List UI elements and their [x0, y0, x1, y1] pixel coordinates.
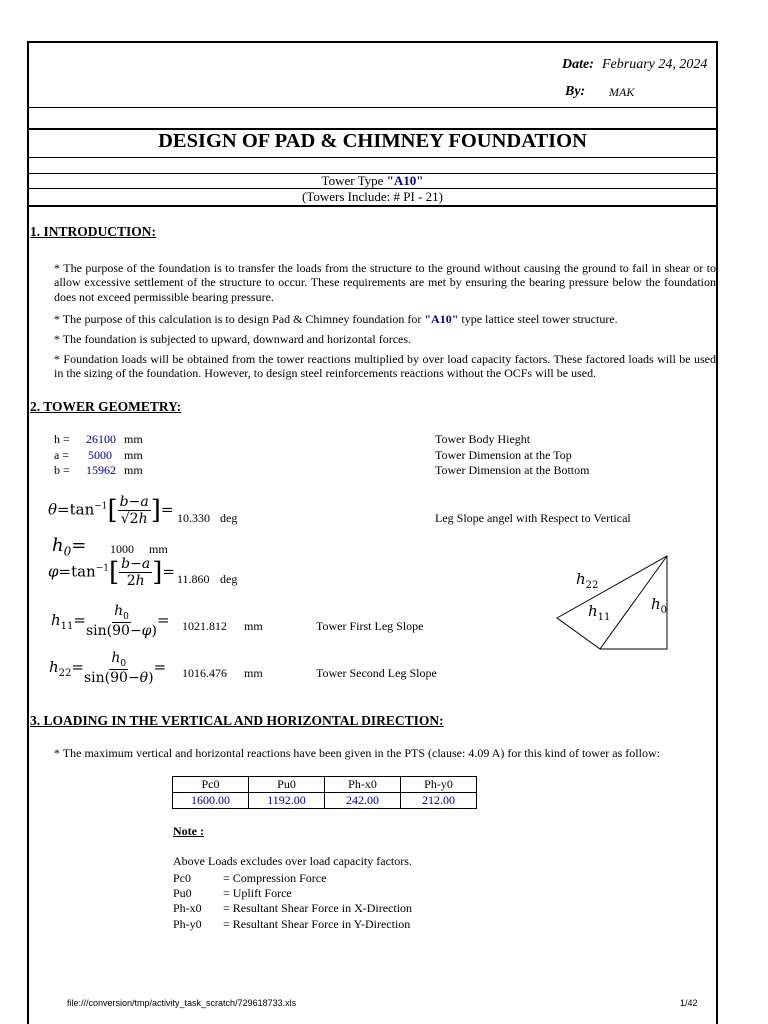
theta-value: 10.330	[177, 511, 210, 525]
tower-type	[29, 173, 716, 189]
intro-paragraph-2-pre: * The purpose of this calculation is to design Pad & Chimney foundation for	[54, 312, 422, 326]
theta-formula: $\theta=\tan^{-1}$[ $\frac{b-a}{√2h}$ ]=	[48, 494, 174, 527]
intro-paragraph-1: * The purpose of the foundation is to transfer the loads from the structure to the ground without causing the ground to fail in shear or to allow excessive settlement of the structure to occur. These requirements are met by ensuring the bearing pressure below the foundation does not exceed permissible bearing pressure.	[54, 261, 716, 304]
loading-intro: * The maximum vertical and horizontal reactions have been given in the PTS (clause: 4.09 A) for this kind of tower as follow:	[54, 746, 660, 760]
param-value: 26100	[86, 432, 116, 446]
table-header-row	[173, 777, 477, 793]
h11-formula: $h_{11}=$ $\frac{h_0}{\sin(90-\varphi)}$ =	[51, 603, 170, 639]
table-header-cell: Pc0	[173, 777, 249, 793]
table-cell: 1192.00	[249, 793, 325, 809]
table-cell: 242.00	[325, 793, 401, 809]
param-value: 15962	[86, 463, 116, 477]
table-cell: 1600.00	[173, 793, 249, 809]
intro-paragraph-3: * The foundation is subjected to upward, downward and horizontal forces.	[54, 332, 412, 346]
section-heading-introduction: 1. INTRODUCTION:	[30, 224, 157, 239]
date-value: February 24, 2024	[602, 57, 708, 72]
definition-text: = Compression Force	[223, 871, 327, 885]
divider	[27, 107, 718, 108]
definition-text: = Resultant Shear Force in Y-Direction	[223, 917, 411, 931]
h22-formula: $h_{22}=$ $\frac{h_0}{\sin(90-\theta)}$ =	[49, 650, 167, 686]
h0-value: 1000	[110, 542, 134, 556]
tower-type-label: Tower Type	[321, 173, 384, 188]
by-label: By:	[565, 84, 586, 99]
diagram-label-h11: $h_{11}$	[588, 602, 611, 623]
section-heading-geometry: 2. TOWER GEOMETRY:	[30, 399, 182, 414]
footer-file-path: file:///conversion/tmp/activity_task_scratch/729618733.xls	[67, 998, 297, 1008]
h22-value: 1016.476	[182, 666, 227, 680]
h11-unit: mm	[244, 619, 263, 633]
table-header-cell: Pu0	[249, 777, 325, 793]
h0-unit: mm	[149, 542, 168, 556]
tower-type-value: "A10"	[386, 173, 424, 188]
param-description: Tower Dimension at the Top	[435, 448, 572, 462]
diagram-label-h0: $h_0$	[651, 595, 668, 616]
param-value: 5000	[88, 448, 112, 462]
divider	[27, 157, 718, 158]
loads-table	[172, 776, 477, 809]
h0-formula: $h_0=$	[52, 535, 87, 559]
intro-paragraph-2	[54, 312, 716, 326]
theta-unit: deg	[220, 511, 238, 525]
phi-unit: deg	[220, 572, 238, 586]
by-value: MAK	[609, 85, 635, 99]
note-label: Note :	[173, 824, 204, 838]
h22-description: Tower Second Leg Slope	[316, 666, 437, 680]
definition-text: = Resultant Shear Force in X-Direction	[223, 901, 413, 915]
definition-key: Ph-y0	[173, 917, 202, 931]
page-title: DESIGN OF PAD & CHIMNEY FOUNDATION	[158, 130, 587, 152]
intro-paragraph-4: * Foundation loads will be obtained from the tower reactions multiplied by over load capacity factors. These factored loads will be used in the sizing of the foundation. However, to design steel reinforcements reactions without the OCFs will be used.	[54, 352, 716, 381]
h11-description: Tower First Leg Slope	[316, 619, 424, 633]
definition-key: Ph-x0	[173, 901, 202, 915]
table-header-cell: Ph-y0	[401, 777, 477, 793]
intro-paragraph-2-type: "A10"	[424, 312, 459, 326]
divider	[27, 205, 718, 207]
param-description: Tower Dimension at the Bottom	[435, 463, 590, 477]
definition-key: Pu0	[173, 886, 192, 900]
param-symbol: h =	[54, 432, 70, 446]
date-label: Date:	[562, 57, 594, 72]
footer-page-number: 1/42	[680, 998, 698, 1008]
tower-includes: (Towers Include: # PI - 21)	[302, 189, 443, 204]
phi-formula: $\varphi=\tan^{-1}$[ $\frac{b-a}{2h}$ ]=	[48, 556, 175, 589]
param-description: Tower Body Hieght	[435, 432, 531, 446]
h22-unit: mm	[244, 666, 263, 680]
definition-key: Pc0	[173, 871, 191, 885]
param-symbol: b =	[54, 463, 70, 477]
param-unit: mm	[124, 432, 143, 446]
intro-paragraph-2-post: type lattice steel tower structure.	[461, 312, 618, 326]
param-unit: mm	[124, 448, 143, 462]
definition-text: = Uplift Force	[223, 886, 292, 900]
theta-description: Leg Slope angel with Respect to Vertical	[435, 511, 631, 525]
table-row	[173, 793, 477, 809]
param-symbol: a =	[54, 448, 70, 462]
section-heading-loading: 3. LOADING IN THE VERTICAL AND HORIZONTAL DIRECTION:	[30, 713, 444, 728]
h11-value: 1021.812	[182, 619, 227, 633]
note-text: Above Loads excludes over load capacity factors.	[173, 854, 412, 868]
diagram-label-h22: $h_{22}$	[576, 570, 599, 591]
table-header-cell: Ph-x0	[325, 777, 401, 793]
table-cell: 212.00	[401, 793, 477, 809]
phi-value: 11.860	[177, 572, 210, 586]
param-unit: mm	[124, 463, 143, 477]
